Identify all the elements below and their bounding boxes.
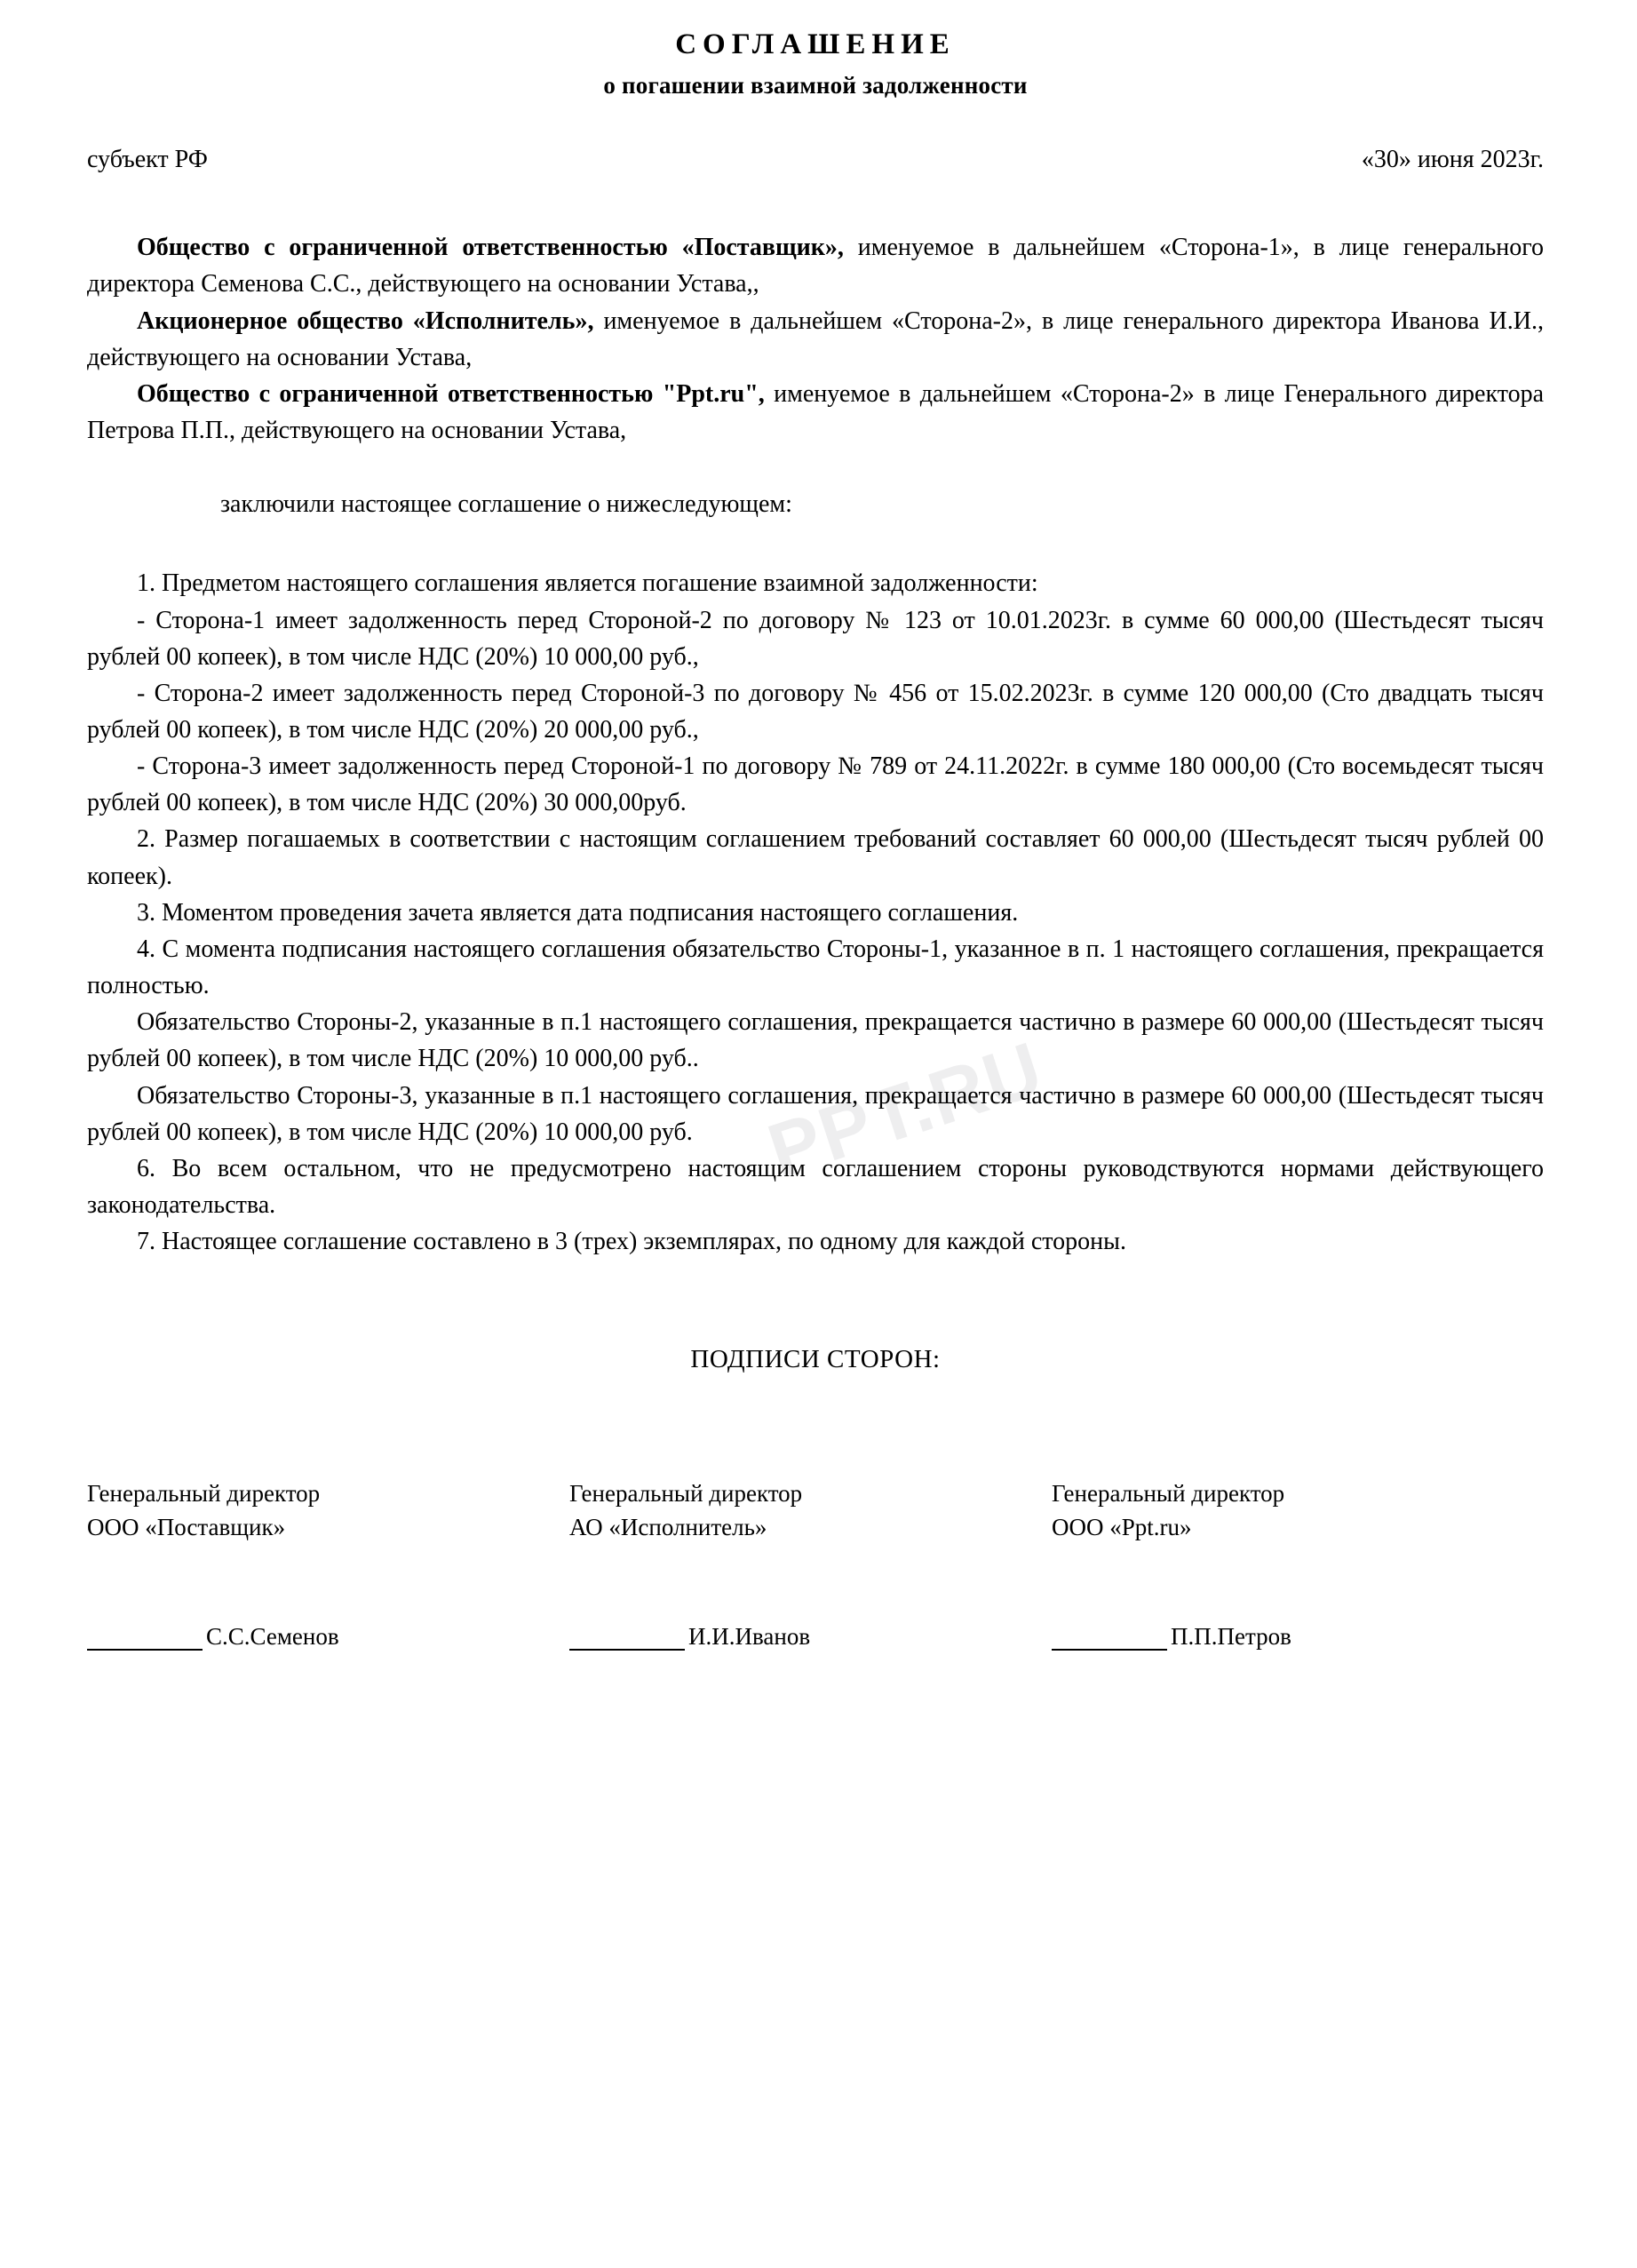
clause-1-item-c: - Сторона-3 имеет задолженность перед Стороной-1 по договору № 789 от 24.11.2022г. в сумме 180 000,00 (Сто восемьдесят тысяч рублей 00 копеек), в том числе НДС (20%) 30 000,00руб. [87,752,1544,817]
signatory-org-3: ООО «Ppt.ru» [1052,1514,1192,1541]
signatory-org-2: АО «Исполнитель» [569,1514,767,1541]
party-2-details: именуемое в дальнейшем «Сторона-2», в лице генерального директора Иванова И.И., действующего на основании Устава, [87,306,1544,371]
signatory-org-1: ООО «Поставщик» [87,1514,286,1541]
party-3-name: Общество с ограниченной ответственностью "Ppt.ru", [137,379,765,408]
clause-4-party-3: Обязательство Стороны-3, указанные в п.1 настоящего соглашения, прекращается частично в размере 60 000,00 (Шестьдесят тысяч рублей 00 копеек), в том числе НДС (20%) 10 000,00 руб. [87,1081,1544,1146]
clause-6: 6. Во всем остальном, что не предусмотрено настоящим соглашением стороны руководствуются нормами действующего законодательства. [87,1154,1544,1219]
document-content [87,0,1544,1651]
date-label: «30» июня 2023г. [1361,146,1544,174]
document-subtitle: о погашении взаимной задолженности [603,72,1028,99]
signature-rule-1[interactable] [87,1631,203,1651]
signatory-role-3: Генеральный директор [1052,1480,1285,1508]
signature-rule-3[interactable] [1052,1631,1167,1651]
signature-rule-2[interactable] [569,1631,685,1651]
clause-1-heading: 1. Предметом настоящего соглашения является погашение взаимной задолженности: [137,569,1038,598]
signature-line-1 [87,1623,569,1651]
document-body [87,229,1544,1260]
ppt-ru-watermark: PPT.RU [758,1025,1053,1195]
signature-line-2 [569,1623,1052,1651]
clause-1-item-a: - Сторона-1 имеет задолженность перед Стороной-2 по договору № 123 от 10.01.2023г. в сумме 60 000,00 (Шестьдесят тысяч рублей 00 копеек), в том числе НДС (20%) 10 000,00 руб., [87,606,1544,671]
clause-1-item-b: - Сторона-2 имеет задолженность перед Стороной-3 по договору № 456 от 15.02.2023г. в сумме 120 000,00 (Сто двадцать тысяч рублей 00 копеек), в том числе НДС (20%) 20 000,00 руб., [87,679,1544,744]
party-1-paragraph [87,229,1544,302]
document-sheet [87,0,1544,2268]
party-3-paragraph [87,376,1544,449]
signature-column-3 [1052,1477,1534,1545]
party-2-paragraph [87,303,1544,376]
place-date-row [87,146,1544,174]
party-3-details: именуемое в дальнейшем «Сторона-2» в лице Генерального директора Петрова П.П., действующего на основании Устава, [87,379,1544,445]
document-title: СОГЛАШЕНИЕ [675,28,956,60]
signature-roles-row [87,1477,1544,1545]
party-1-name: Общество с ограниченной ответственностью «Поставщик», [137,234,844,262]
place-label: субъект РФ [87,146,208,174]
party-2-name: Акционерное общество «Исполнитель», [137,306,594,335]
signature-line-3 [1052,1623,1534,1651]
clause-3: 3. Моментом проведения зачета является дата подписания настоящего соглашения. [137,898,1019,927]
clause-4: 4. С момента подписания настоящего соглашения обязательство Стороны-1, указанное в п. 1 настоящего соглашения, прекращается полностью. [87,935,1544,1000]
signatory-name-1: С.С.Семенов [206,1622,339,1650]
signature-column-1 [87,1477,569,1545]
clause-4-party-2: Обязательство Стороны-2, указанные в п.1 настоящего соглашения, прекращается частично в размере 60 000,00 (Шестьдесят тысяч рублей 00 копеек), в том числе НДС (20%) 10 000,00 руб.. [87,1008,1544,1073]
signatory-role-1: Генеральный директор [87,1480,321,1508]
conclude-line: заключили настоящее соглашение о нижеследующем: [220,490,792,519]
clause-2: 2. Размер погашаемых в соответствии с настоящим соглашением требований составляет 60 000,00 (Шестьдесят тысяч рублей 00 копеек). [87,825,1544,890]
party-1-details: именуемое в дальнейшем «Сторона-1», в лице генерального директора Семенова С.С., действующего на основании Устава,, [87,234,1544,298]
signatory-name-2: И.И.Иванов [688,1622,811,1650]
signatory-role-2: Генеральный директор [569,1480,803,1508]
signatory-name-3: П.П.Петров [1171,1622,1291,1650]
signatures-heading: ПОДПИСИ СТОРОН: [690,1345,941,1374]
signature-lines-row [87,1623,1544,1651]
signature-column-2 [569,1477,1052,1545]
clause-7: 7. Настоящее соглашение составлено в 3 (трех) экземплярах, по одному для каждой стороны. [137,1228,1126,1256]
